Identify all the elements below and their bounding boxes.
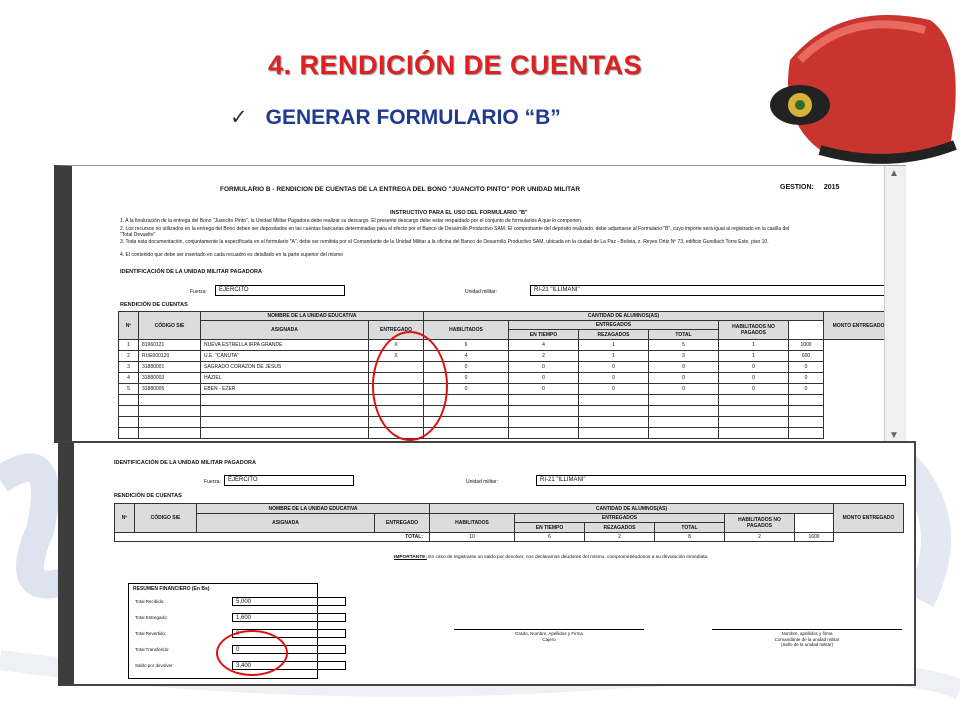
cell-hab: 4	[424, 351, 509, 362]
cell-hab: 0	[424, 373, 509, 384]
th-no-pagados: HABILITADOS NO PAGADOS	[719, 321, 789, 340]
cell-n: 5	[119, 384, 139, 395]
empty-cell	[789, 406, 824, 417]
cell-n: 2	[119, 351, 139, 362]
empty-cell	[509, 417, 579, 428]
cell-hab: 0	[424, 362, 509, 373]
totals-row	[115, 533, 904, 542]
cell-tiempo: 2	[509, 351, 579, 362]
total-monto: 1600	[795, 533, 834, 542]
empty-cell	[719, 417, 789, 428]
empty-cell	[579, 428, 649, 439]
empty-cell	[119, 406, 139, 417]
cell-total: 5	[649, 340, 719, 351]
scrollbar[interactable]	[884, 166, 906, 443]
cell-nopag: 1	[719, 340, 789, 351]
empty-cell	[509, 428, 579, 439]
empty-cell	[719, 395, 789, 406]
empty-cell	[139, 395, 201, 406]
th2-rezagados: REZAGADOS	[585, 523, 655, 533]
empty-cell	[789, 428, 824, 439]
cell-codigo: RUE000120	[139, 351, 201, 362]
cell-codigo: 31880005	[139, 384, 201, 395]
form-screenshot-top	[54, 165, 906, 443]
signature-line-comandante	[712, 629, 902, 630]
empty-cell	[789, 395, 824, 406]
cell-codigo: 81960121	[139, 340, 201, 351]
cell-rez: 1	[579, 340, 649, 351]
total-recibido-field[interactable]: 5,000	[232, 597, 346, 606]
cell-nopag: 0	[719, 362, 789, 373]
totals-table	[114, 503, 904, 542]
form-screenshot-bottom	[58, 441, 916, 686]
cell-monto: 1000	[789, 340, 824, 351]
th-monto: MONTO ENTREGADO	[824, 312, 894, 340]
cell-total: 0	[649, 373, 719, 384]
empty-row	[119, 406, 894, 417]
cell-tiempo: 0	[509, 362, 579, 373]
total-no-pagados: 2	[725, 533, 795, 542]
total-entregado-field[interactable]: 1,600	[232, 613, 346, 622]
total-revertido-label: Total Revertido:	[135, 631, 167, 636]
table-row	[119, 384, 894, 395]
cell-codigo: 31880003	[139, 373, 201, 384]
th2-monto: MONTO ENTREGADO	[834, 504, 904, 533]
cell-nombre: HAZIEL	[201, 373, 369, 384]
th-rezagados: REZAGADOS	[579, 330, 649, 340]
empty-row	[119, 428, 894, 439]
totals-label: TOTAL:	[115, 533, 430, 542]
cell-entregado: X	[369, 340, 424, 351]
unidad-field-2[interactable]: RI-21 "ILLIMANI"	[536, 475, 906, 486]
cell-nombre: U.E. "CANUTA"	[201, 351, 369, 362]
highlight-circle-entregado	[372, 331, 448, 441]
empty-cell	[719, 406, 789, 417]
empty-cell	[509, 395, 579, 406]
cell-tiempo: 0	[509, 384, 579, 395]
total-en-tiempo: 6	[515, 533, 585, 542]
importante-label: IMPORTANTE:	[394, 555, 427, 560]
saldo-devolver-field[interactable]: 3,400	[232, 661, 346, 670]
th-cantidad: CANTIDAD DE ALUMNOS(AS)	[424, 312, 824, 321]
importante-text: En caso de registrarse un saldo por devolver, nos declaramos deudores del mismo, comprometiéndonos a su devolución inmediata.	[428, 555, 709, 560]
unidad-field[interactable]: RI-21 "ILLIMANI"	[530, 285, 890, 296]
fuerza-field[interactable]: EJERCITO	[215, 285, 345, 296]
th2-entregado: ENTREGADO	[375, 514, 430, 533]
slide-subtitle	[230, 105, 561, 130]
table-row	[119, 373, 894, 384]
empty-cell	[139, 428, 201, 439]
signature-line-cajero	[454, 629, 644, 630]
fuerza-field-2[interactable]: EJERCITO	[224, 475, 354, 486]
instruction-4: 4. El contenido que debe ser insertado en cada recuadro es detallado en la parte superior del mismo	[120, 252, 343, 258]
rendicion-section-title: RENDICIÓN DE CUENTAS	[120, 302, 188, 308]
total-recibido-label: Total Recibido:	[135, 599, 165, 604]
cell-total: 0	[649, 362, 719, 373]
th-nombre: NOMBRE DE LA UNIDAD EDUCATIVA	[201, 312, 424, 321]
cell-monto: 0	[789, 373, 824, 384]
empty-cell	[579, 406, 649, 417]
empty-cell	[649, 417, 719, 428]
cell-tiempo: 4	[509, 340, 579, 351]
table-row	[119, 351, 894, 362]
cell-rez: 0	[579, 384, 649, 395]
total-total: 8	[655, 533, 725, 542]
cell-monto: 0	[789, 384, 824, 395]
empty-cell	[139, 406, 201, 417]
cell-nopag: 1	[719, 351, 789, 362]
total-transferido-label: Total Transferido:	[135, 647, 170, 652]
cell-nombre: SAGRADO CORAZON DE JESUS	[201, 362, 369, 373]
empty-cell	[201, 395, 369, 406]
rendicion-section-title-2: RENDICIÓN DE CUENTAS	[114, 493, 182, 499]
total-rezagados: 2	[585, 533, 655, 542]
instruction-1: 1. A la finalización de la entrega del Bono "Juancito Pinto", la Unidad Militar Pagadora debe realizar su descargo. El presente descargo debe estar respaldado por el conjunto de formularios A que lo componen.	[120, 218, 583, 224]
cell-n: 1	[119, 340, 139, 351]
cell-n: 3	[119, 362, 139, 373]
empty-cell	[509, 406, 579, 417]
th2-cantidad: CANTIDAD DE ALUMNOS(AS)	[430, 504, 834, 514]
cell-rez: 1	[579, 351, 649, 362]
empty-cell	[789, 417, 824, 428]
empty-cell	[579, 417, 649, 428]
cell-nopag: 0	[719, 373, 789, 384]
gestion-label: GESTION:	[780, 184, 814, 191]
th2-entregados: ENTREGADOS	[515, 514, 725, 523]
cell-hab: 0	[424, 384, 509, 395]
empty-cell	[424, 428, 509, 439]
total-transferido-field[interactable]: 0	[232, 645, 346, 654]
empty-cell	[201, 428, 369, 439]
th-codigo: CÓDIGO SIE	[139, 312, 201, 340]
cell-total: 3	[649, 351, 719, 362]
resumen-title: RESUMEN FINANCIERO (En Bs)	[133, 586, 210, 592]
th2-nombre: NOMBRE DE LA UNIDAD EDUCATIVA	[197, 504, 430, 514]
empty-cell	[649, 406, 719, 417]
signature-comandante: Nombre, apellidos y firma Comandante de la unidad militar (Sello de la unidad militar)	[774, 631, 840, 647]
empty-cell	[649, 395, 719, 406]
cell-monto: 600	[789, 351, 824, 362]
slide-title: 4. RENDICIÓN DE CUENTAS	[267, 50, 643, 80]
cell-monto: 0	[789, 362, 824, 373]
th-entregado: ENTREGADO	[369, 321, 424, 340]
th-entregados: ENTREGADOS	[509, 321, 719, 330]
th2-total: TOTAL	[655, 523, 725, 533]
id-section-title: IDENTIFICACIÓN DE LA UNIDAD MILITAR PAGADORA	[120, 269, 262, 275]
empty-cell	[139, 417, 201, 428]
check-icon: ✓	[230, 106, 248, 129]
saldo-devolver-label: Saldo por devolver:	[135, 663, 174, 668]
table-row	[119, 340, 894, 351]
instructivo-heading: INSTRUCTIVO PARA EL USO DEL FORMULARIO "B"	[390, 210, 528, 216]
fuerza-label: Fuerza:	[190, 289, 207, 295]
scroll-down-icon[interactable]: ▼	[889, 430, 899, 441]
cell-hab: 6	[424, 340, 509, 351]
form-title: FORMULARIO B - RENDICION DE CUENTAS DE LA ENTREGA DEL BONO "JUANCITO PINTO" POR UNIDAD MILITAR	[220, 186, 581, 193]
empty-row	[119, 417, 894, 428]
empty-cell	[119, 428, 139, 439]
th-asignada: ASIGNADA	[201, 321, 369, 340]
table-row	[119, 362, 894, 373]
instruction-2: 2. Los recursos no utilizados en la entrega del Bono deben ser depositados en las cuentas bancarias determinadas para el efecto por el Banco de Desarrollo Productivo SAM. El comprobante del depósito realizado, debe adjuntarse al Formulario "B", cuyo importe será igual al registrado en la casilla del "Total Devuelto"	[120, 226, 790, 238]
empty-cell	[579, 395, 649, 406]
empty-cell	[201, 417, 369, 428]
cell-entregado: X	[369, 351, 424, 362]
cell-rez: 0	[579, 373, 649, 384]
cell-nombre: NUEVA ESTRELLA IRPA GRANDE	[201, 340, 369, 351]
th2-asignada: ASIGNADA	[197, 514, 375, 533]
cell-rez: 0	[579, 362, 649, 373]
th2-en-tiempo: EN TIEMPO	[515, 523, 585, 533]
total-entregado-label: Total Entregado:	[135, 615, 168, 620]
th2-n: Nº	[115, 504, 135, 533]
empty-cell	[119, 417, 139, 428]
total-habilitados: 10	[430, 533, 515, 542]
cell-total: 0	[649, 384, 719, 395]
empty-cell	[719, 428, 789, 439]
th2-habilitados: HABILITADOS	[430, 514, 515, 533]
empty-cell	[201, 406, 369, 417]
unidad-label-2: Unidad militar:	[466, 479, 498, 485]
instruction-3: 3. Toda esta documentación, conjuntamente la especificada en el formulario "A", debe ser remitida por el Comandante de la Unidad Militar a la oficina del Banco de Desarrollo Productivo SAM, ubicada en la ciudad de La Paz - Bolivia, z. Reyes Ortiz Nº 73, edificio Gundlach Torre Este, piso 10.	[120, 239, 769, 245]
th-habilitados: HABILITADOS	[424, 321, 509, 340]
id-section-title-2: IDENTIFICACIÓN DE LA UNIDAD MILITAR PAGADORA	[114, 460, 256, 466]
scroll-up-icon[interactable]: ▲	[889, 168, 899, 179]
military-hat-image	[760, 0, 960, 170]
rendicion-table	[118, 311, 894, 439]
fuerza-label-2: Fuerza:	[204, 479, 221, 485]
cell-n: 4	[119, 373, 139, 384]
th2-codigo: CÓDIGO SIE	[135, 504, 197, 533]
empty-cell	[119, 395, 139, 406]
gestion-value: 2015	[823, 184, 840, 191]
empty-row	[119, 395, 894, 406]
cell-codigo: 31880001	[139, 362, 201, 373]
th-en-tiempo: EN TIEMPO	[509, 330, 579, 340]
empty-cell	[649, 428, 719, 439]
cell-nombre: EBEN - EZER	[201, 384, 369, 395]
cell-nopag: 0	[719, 384, 789, 395]
th-total: TOTAL	[649, 330, 719, 340]
gestion	[780, 184, 839, 191]
unidad-label: Unidad militar:	[465, 289, 497, 295]
signature-cajero: Grado, Nombre, Apellidos y Firma Cajero	[515, 631, 583, 642]
cell-tiempo: 0	[509, 373, 579, 384]
th-n: Nº	[119, 312, 139, 340]
highlight-circle-saldo	[216, 630, 288, 676]
importante-note	[394, 555, 864, 561]
total-revertido-field[interactable]: 0	[232, 629, 346, 638]
th2-no-pagados: HABILITADOS NO PAGADOS	[725, 514, 795, 533]
subtitle-text: GENERAR FORMULARIO “B”	[265, 106, 561, 129]
